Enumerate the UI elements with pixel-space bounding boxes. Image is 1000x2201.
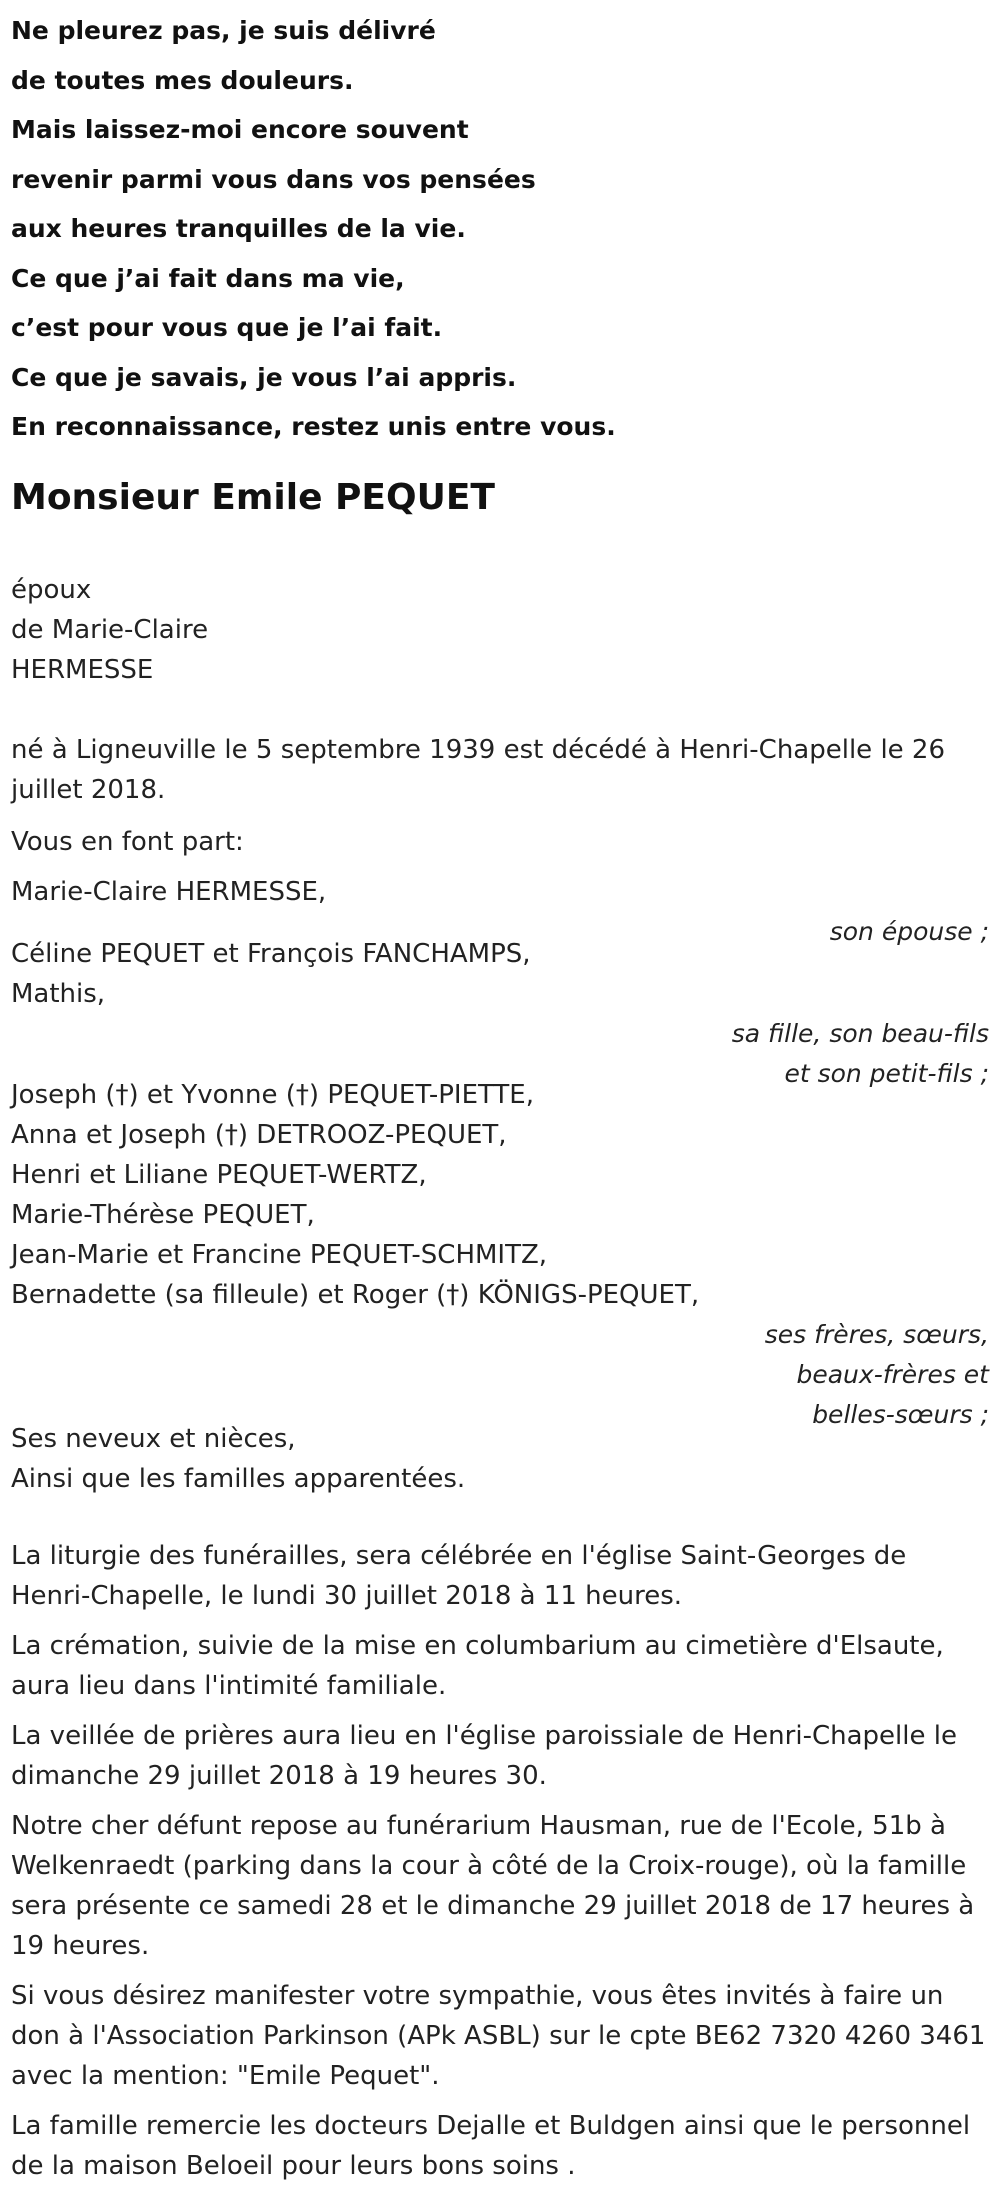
family-relation: et son petit-fils ; [784, 1059, 989, 1088]
spouse-block [11, 570, 208, 690]
family-group-children [11, 934, 991, 1094]
funeral-details [11, 1536, 991, 2196]
poem-line: Ce que j’ai fait dans ma vie, [11, 263, 405, 293]
family-relation: sa fille, son beau-fils [731, 1019, 989, 1048]
announcement: Vous en font part: [11, 827, 244, 857]
family-name: Marie-Thérèse PEQUET, [11, 1200, 315, 1230]
family-name: Jean-Marie et Francine PEQUET-SCHMITZ, [11, 1240, 548, 1270]
poem-line: En reconnaissance, restez unis entre vous. [11, 412, 616, 441]
poem-line: revenir parmi vous dans vos pensées [11, 164, 536, 194]
spouse-line: époux [11, 575, 92, 605]
family-name: Ses neveux et nièces, [11, 1424, 296, 1454]
family-name: Bernadette (sa filleule) et Roger (†) KÖNIGS-PEQUET, [11, 1280, 700, 1310]
poem [11, 6, 991, 452]
paragraph-funerarium: Notre cher défunt repose au funérarium Hausman, rue de l'Ecole, 51b à Welkenraedt (parking dans la cour à côté de la Croix-rouge), où la famille sera présente ce samedi 28 et le dimanche 29 juillet 2018 de 17 heures à 19 heures. [11, 1811, 975, 1961]
family-name: Henri et Liliane PEQUET-WERTZ, [11, 1160, 427, 1190]
family-relation: ses frères, sœurs, [764, 1320, 989, 1349]
spouse-line: HERMESSE [11, 655, 154, 685]
paragraph-cremation: La crémation, suivie de la mise en columbarium au cimetière d'Elsaute, aura lieu dans l'intimité familiale. [11, 1631, 944, 1701]
family-name: Mathis, [11, 979, 106, 1009]
family-name: Céline PEQUET et François FANCHAMPS, [11, 939, 531, 969]
birth-death-statement: né à Ligneuville le 5 septembre 1939 est décédé à Henri-Chapelle le 26 juillet 2018. [11, 735, 946, 805]
family-group-siblings [11, 1075, 991, 1435]
family-name: Joseph (†) et Yvonne (†) PEQUET-PIETTE, [11, 1080, 534, 1110]
paragraph-thanks: La famille remercie les docteurs Dejalle et Buldgen ainsi que le personnel de la maison Beloeil pour leurs bons soins . [11, 2111, 971, 2181]
family-name: Ainsi que les familles apparentées. [11, 1464, 466, 1494]
poem-line: Mais laissez-moi encore souvent [11, 115, 469, 144]
family-relation: belles-sœurs ; [812, 1400, 989, 1429]
poem-line: de toutes mes douleurs. [11, 65, 354, 95]
poem-line: aux heures tranquilles de la vie. [11, 214, 466, 243]
poem-line: Ce que je savais, je vous l’ai appris. [11, 362, 517, 392]
family-relation: beaux-frères et [796, 1360, 989, 1389]
poem-line: Ne pleurez pas, je suis délivré [11, 16, 436, 45]
paragraph-liturgy: La liturgie des funérailles, sera célébrée en l'église Saint-Georges de Henri-Chapelle, le lundi 30 juillet 2018 à 11 heures. [11, 1541, 907, 1611]
paragraph-vigil: La veillée de prières aura lieu en l'église paroissiale de Henri-Chapelle le dimanche 29 juillet 2018 à 19 heures 30. [11, 1721, 957, 1791]
family-name: Marie-Claire HERMESSE, [11, 877, 327, 907]
paragraph-donation: Si vous désirez manifester votre sympathie, vous êtes invités à faire un don à l'Association Parkinson (APk ASBL) sur le cpte BE62 7320 4260 3461 avec la mention: "Emile Pequet". [11, 1981, 986, 2091]
spouse-line: de Marie-Claire [11, 615, 209, 645]
deceased-name: Monsieur Emile PEQUET [11, 477, 495, 518]
family-group-extended [11, 1419, 991, 1499]
poem-line: c’est pour vous que je l’ai fait. [11, 313, 443, 342]
family-name: Anna et Joseph (†) DETROOZ-PEQUET, [11, 1120, 507, 1150]
family-relation: son épouse ; [829, 917, 989, 946]
